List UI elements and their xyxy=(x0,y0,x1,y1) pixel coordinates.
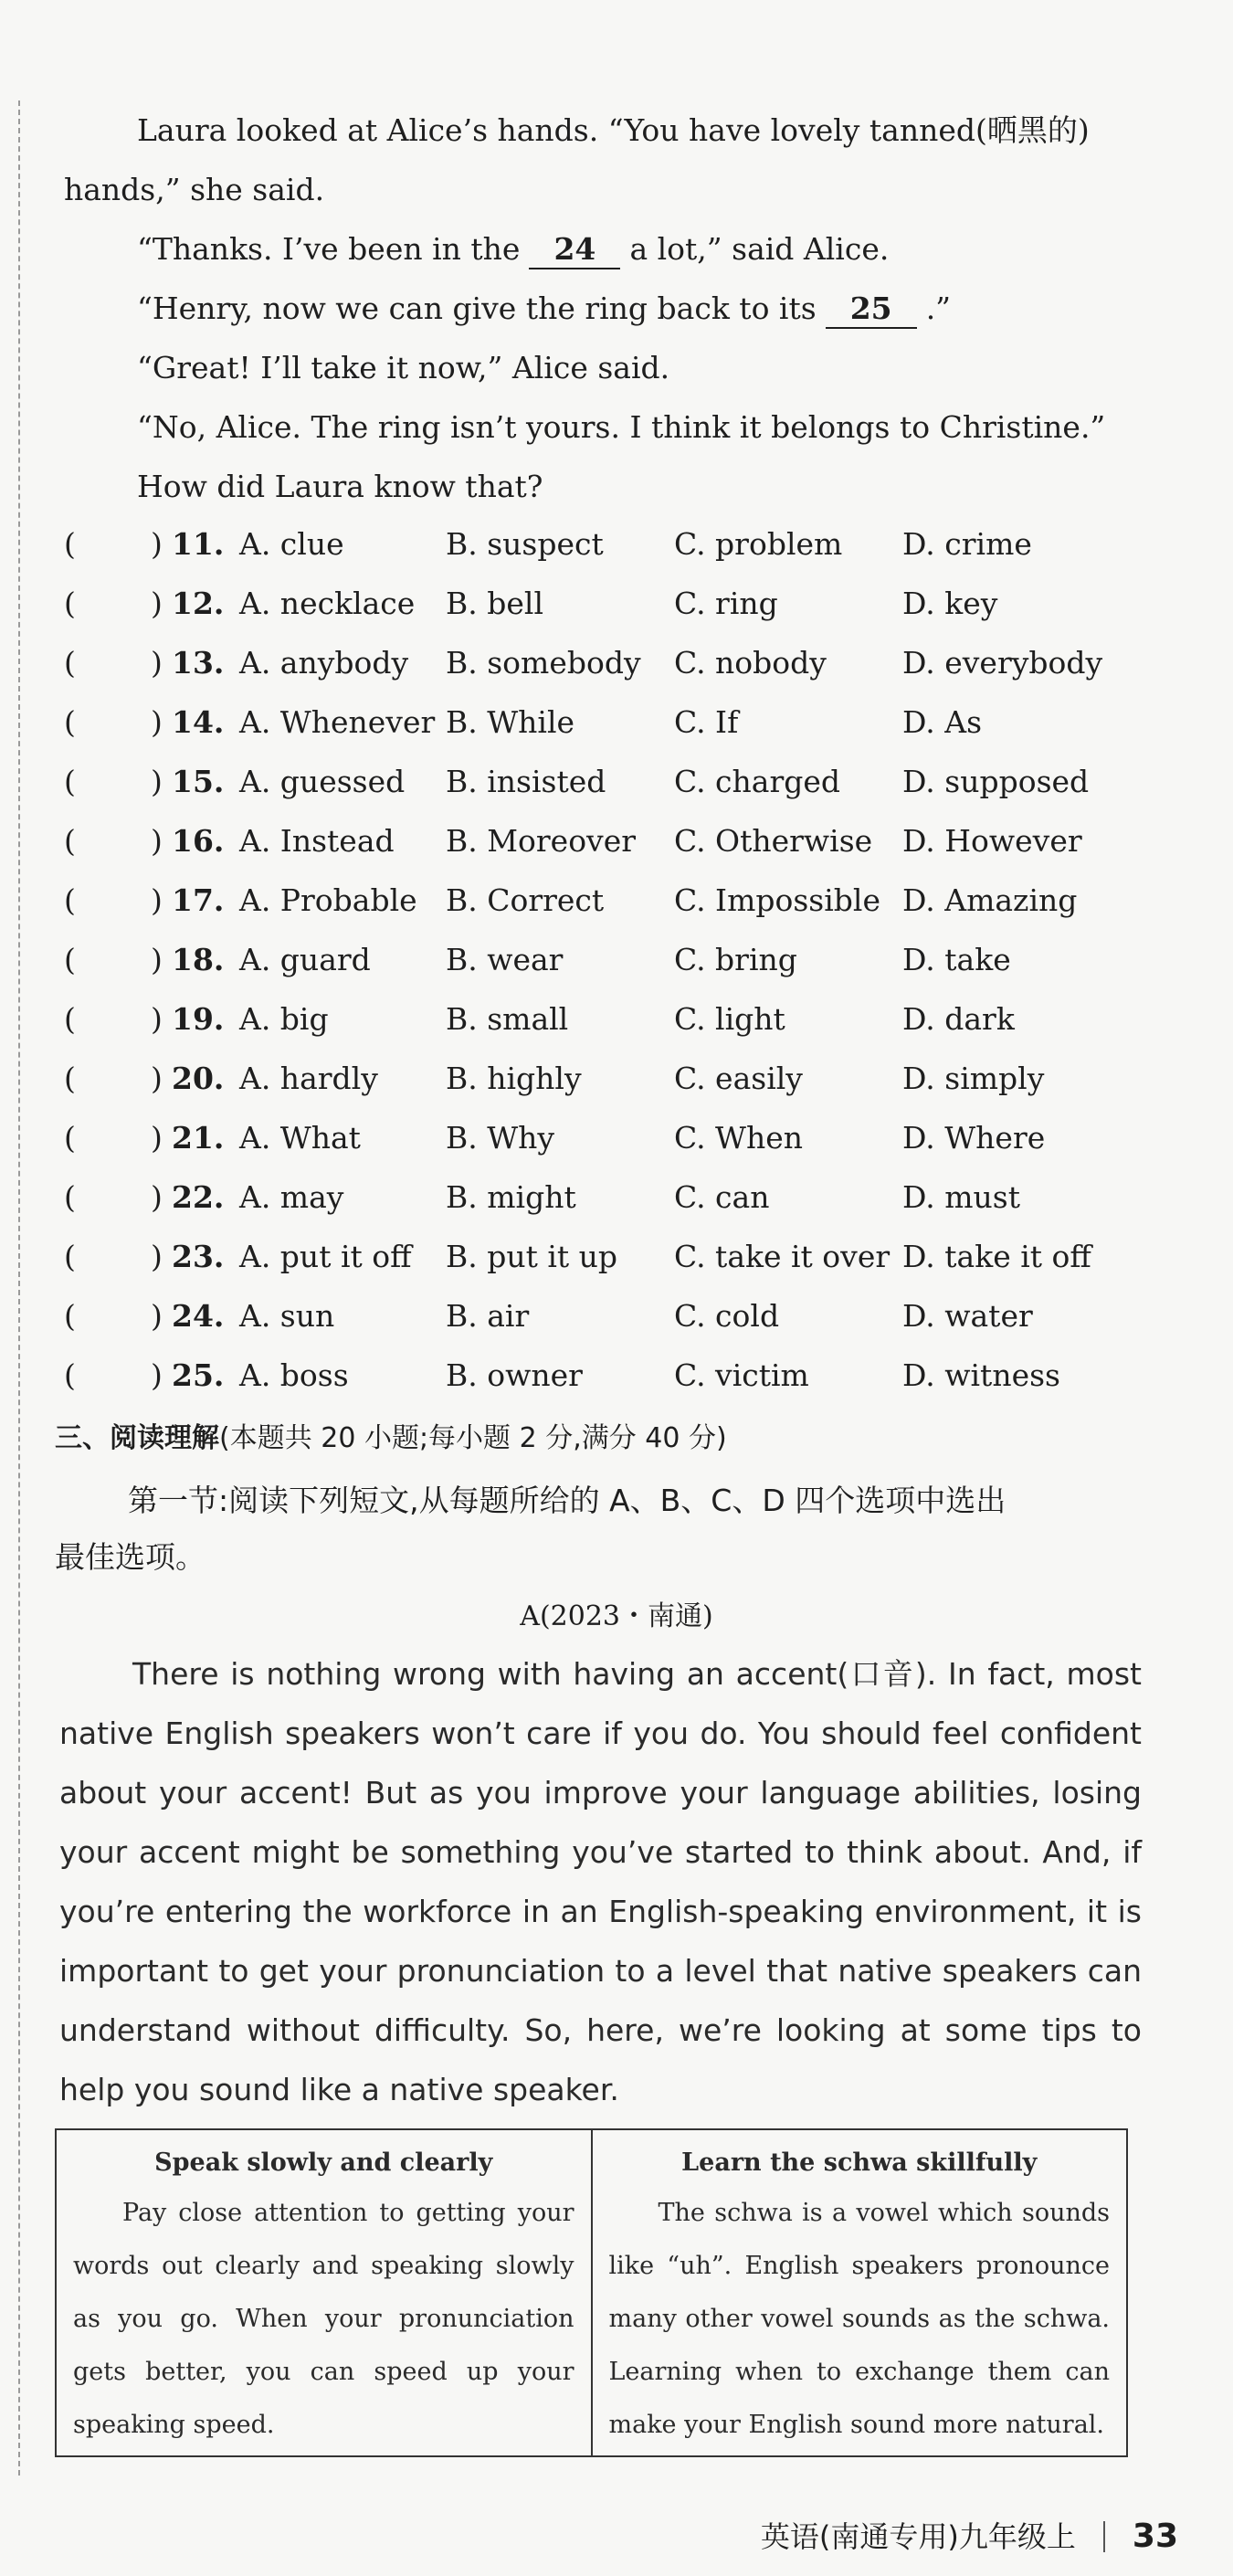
option-c: C. easily xyxy=(674,1061,803,1096)
question-number: 21. xyxy=(172,1120,225,1156)
question-row xyxy=(64,873,1160,928)
answer-paren-open: ( xyxy=(64,1357,76,1393)
option-c: C. bring xyxy=(674,942,797,977)
answer-paren-close: ) xyxy=(151,704,163,740)
story-line: How did Laura know that? xyxy=(137,469,543,504)
option-d: D. Where xyxy=(902,1120,1046,1156)
question-row xyxy=(64,576,1160,631)
question-number: 18. xyxy=(172,942,225,977)
question-number: 23. xyxy=(172,1239,225,1274)
answer-paren-open: ( xyxy=(64,1061,76,1096)
instruction-line: 第一节:阅读下列短文,从每题所给的 A、B、C、D 四个选项中选出 xyxy=(128,1483,1006,1518)
question-row xyxy=(64,814,1160,869)
option-d: D. everybody xyxy=(902,645,1103,681)
tip-body: The schwa is a vowel which sounds like “uh”. English speakers pronounce many other vowel sounds as the schwa. Learning when to exchange them can make your English sound more natural. xyxy=(608,2199,1110,2439)
option-b: B. small xyxy=(446,1001,569,1037)
tip-title: Speak slowly and clearly xyxy=(154,2148,493,2177)
answer-paren-open: ( xyxy=(64,704,76,740)
option-d: D. must xyxy=(902,1179,1021,1215)
page-footer xyxy=(761,2514,1178,2560)
question-row xyxy=(64,1170,1160,1225)
section-title: 三、阅读理解 xyxy=(55,1422,219,1454)
option-a: A. Whenever xyxy=(239,704,436,740)
option-b: B. Why xyxy=(446,1120,555,1156)
tip-title: Learn the schwa skillfully xyxy=(681,2148,1038,2177)
question-number: 19. xyxy=(172,1001,225,1037)
question-row xyxy=(64,636,1160,691)
answer-paren-close: ) xyxy=(151,586,163,621)
answer-paren-open: ( xyxy=(64,1298,76,1334)
option-d: D. key xyxy=(902,586,998,621)
option-b: B. might xyxy=(446,1179,576,1215)
question-number: 12. xyxy=(172,586,225,621)
option-b: B. insisted xyxy=(446,764,606,799)
option-b: B. air xyxy=(446,1298,530,1334)
option-a: A. sun xyxy=(239,1298,335,1334)
question-row xyxy=(64,1289,1160,1344)
option-c: C. Otherwise xyxy=(674,823,873,859)
option-d: D. witness xyxy=(902,1357,1060,1393)
story-text: .” xyxy=(925,290,952,326)
option-b: B. highly xyxy=(446,1061,582,1096)
answer-paren-close: ) xyxy=(151,1357,163,1393)
question-row xyxy=(64,755,1160,809)
section-heading xyxy=(55,1411,727,1466)
question-number: 13. xyxy=(172,645,225,681)
answer-paren-open: ( xyxy=(64,586,76,621)
question-row xyxy=(64,933,1160,987)
blank-25: 25 xyxy=(826,290,917,329)
book-title: 英语(南通专用)九年级上 xyxy=(760,2519,1076,2554)
question-row xyxy=(64,1051,1160,1106)
story-line: hands,” she said. xyxy=(64,172,325,207)
answer-paren-close: ) xyxy=(151,1298,163,1334)
option-c: C. charged xyxy=(674,764,841,799)
answer-paren-close: ) xyxy=(151,1061,163,1096)
option-c: C. cold xyxy=(674,1298,780,1334)
option-c: C. problem xyxy=(674,526,843,562)
answer-paren-open: ( xyxy=(64,764,76,799)
story-text: “Thanks. I’ve been in the xyxy=(137,231,521,267)
answer-paren-open: ( xyxy=(64,1179,76,1215)
question-row xyxy=(64,695,1160,750)
answer-paren-open: ( xyxy=(64,645,76,681)
option-d: D. water xyxy=(902,1298,1033,1334)
option-d: D. However xyxy=(902,823,1082,859)
answer-paren-close: ) xyxy=(151,942,163,977)
question-row xyxy=(64,1348,1160,1403)
question-number: 15. xyxy=(172,764,225,799)
option-c: C. can xyxy=(674,1179,770,1215)
question-row xyxy=(64,1230,1160,1284)
question-row xyxy=(64,517,1160,572)
story-line: “No, Alice. The ring isn’t yours. I think it belongs to Christine.” xyxy=(137,409,1106,445)
answer-paren-open: ( xyxy=(64,1001,76,1037)
option-a: A. boss xyxy=(239,1357,349,1393)
option-a: A. anybody xyxy=(239,645,409,681)
option-a: A. guessed xyxy=(239,764,406,799)
option-b: B. While xyxy=(446,704,575,740)
option-c: C. victim xyxy=(674,1357,809,1393)
question-number: 17. xyxy=(172,882,225,918)
option-b: B. wear xyxy=(446,942,564,977)
answer-paren-close: ) xyxy=(151,1001,163,1037)
question-row xyxy=(64,992,1160,1047)
option-d: D. As xyxy=(902,704,983,740)
answer-paren-close: ) xyxy=(151,1179,163,1215)
passage-title: A(2023・南通) xyxy=(520,1600,713,1632)
option-c: C. If xyxy=(674,704,739,740)
story-line: Laura looked at Alice’s hands. “You have lovely tanned(晒黑的) xyxy=(137,112,1090,148)
answer-paren-close: ) xyxy=(151,1239,163,1274)
option-b: B. suspect xyxy=(446,526,604,562)
option-a: A. Probable xyxy=(239,882,417,918)
answer-paren-close: ) xyxy=(151,526,163,562)
option-c: C. ring xyxy=(674,586,778,621)
tip-body: Pay close attention to getting your words out clearly and speaking slowly as you go. When your pronunciation gets better, you can speed up your speaking speed. xyxy=(73,2199,574,2439)
tip-column-right xyxy=(591,2130,1127,2455)
question-number: 16. xyxy=(172,823,225,859)
question-number: 14. xyxy=(172,704,225,740)
option-d: D. Amazing xyxy=(902,882,1078,918)
blank-24: 24 xyxy=(529,231,620,269)
option-c: C. light xyxy=(674,1001,785,1037)
option-a: A. put it off xyxy=(239,1239,412,1274)
instruction-line: 最佳选项。 xyxy=(55,1539,206,1575)
section-note: (本题共 20 小题;每小题 2 分,满分 40 分) xyxy=(219,1422,727,1454)
story-text: a lot,” said Alice. xyxy=(629,231,890,267)
answer-paren-close: ) xyxy=(151,764,163,799)
option-b: B. owner xyxy=(446,1357,583,1393)
option-d: D. supposed xyxy=(902,764,1090,799)
answer-paren-open: ( xyxy=(64,823,76,859)
story-line-blank-25 xyxy=(64,279,1142,338)
answer-paren-open: ( xyxy=(64,1239,76,1274)
footer-divider xyxy=(1103,2521,1105,2552)
option-a: A. guard xyxy=(239,942,371,977)
answer-paren-close: ) xyxy=(151,645,163,681)
page-number: 33 xyxy=(1132,2518,1178,2555)
option-c: C. nobody xyxy=(674,645,827,681)
tips-table xyxy=(55,2128,1128,2457)
option-a: A. hardly xyxy=(239,1061,378,1096)
answer-paren-close: ) xyxy=(151,823,163,859)
story-text: “Henry, now we can give the ring back to its xyxy=(137,290,817,326)
option-a: A. necklace xyxy=(239,586,416,621)
option-d: D. take xyxy=(902,942,1011,977)
question-number: 11. xyxy=(172,526,225,562)
question-number: 22. xyxy=(172,1179,225,1215)
tip-column-left xyxy=(57,2130,591,2455)
story-line: “Great! I’ll take it now,” Alice said. xyxy=(137,350,670,385)
option-a: A. clue xyxy=(239,526,344,562)
answer-paren-close: ) xyxy=(151,1120,163,1156)
question-number: 25. xyxy=(172,1357,225,1393)
option-d: D. take it off xyxy=(902,1239,1091,1274)
option-b: B. bell xyxy=(446,586,543,621)
option-a: A. big xyxy=(239,1001,329,1037)
option-b: B. somebody xyxy=(446,645,641,681)
answer-paren-open: ( xyxy=(64,882,76,918)
option-a: A. What xyxy=(239,1120,361,1156)
option-b: B. Moreover xyxy=(446,823,637,859)
question-number: 20. xyxy=(172,1061,225,1096)
reading-passage: There is nothing wrong with having an accent(口音). In fact, most native English speakers won’t care if you do. You should feel confident about your accent! But as you improve your language abilities, losing your accent might be something you’ve started to think about. And, if you’re entering the workforce in an English-speaking environment, it is important to get your pronunciation to a level that native speakers can understand without difficulty. So, here, we’re looking at some tips to help you sound like a native speaker. xyxy=(59,1656,1142,2107)
option-c: C. When xyxy=(674,1120,804,1156)
question-number: 24. xyxy=(172,1298,225,1334)
option-d: D. dark xyxy=(902,1001,1015,1037)
option-a: A. may xyxy=(239,1179,344,1215)
dashed-margin-line xyxy=(18,100,20,2476)
question-row xyxy=(64,1111,1160,1166)
option-d: D. simply xyxy=(902,1061,1045,1096)
option-b: B. Correct xyxy=(446,882,605,918)
option-c: C. take it over xyxy=(674,1239,890,1274)
option-a: A. Instead xyxy=(239,823,395,859)
answer-paren-open: ( xyxy=(64,526,76,562)
option-c: C. Impossible xyxy=(674,882,881,918)
option-b: B. put it up xyxy=(446,1239,618,1274)
option-d: D. crime xyxy=(902,526,1032,562)
answer-paren-close: ) xyxy=(151,882,163,918)
answer-paren-open: ( xyxy=(64,942,76,977)
story-line-blank-24 xyxy=(64,219,1142,279)
answer-paren-open: ( xyxy=(64,1120,76,1156)
